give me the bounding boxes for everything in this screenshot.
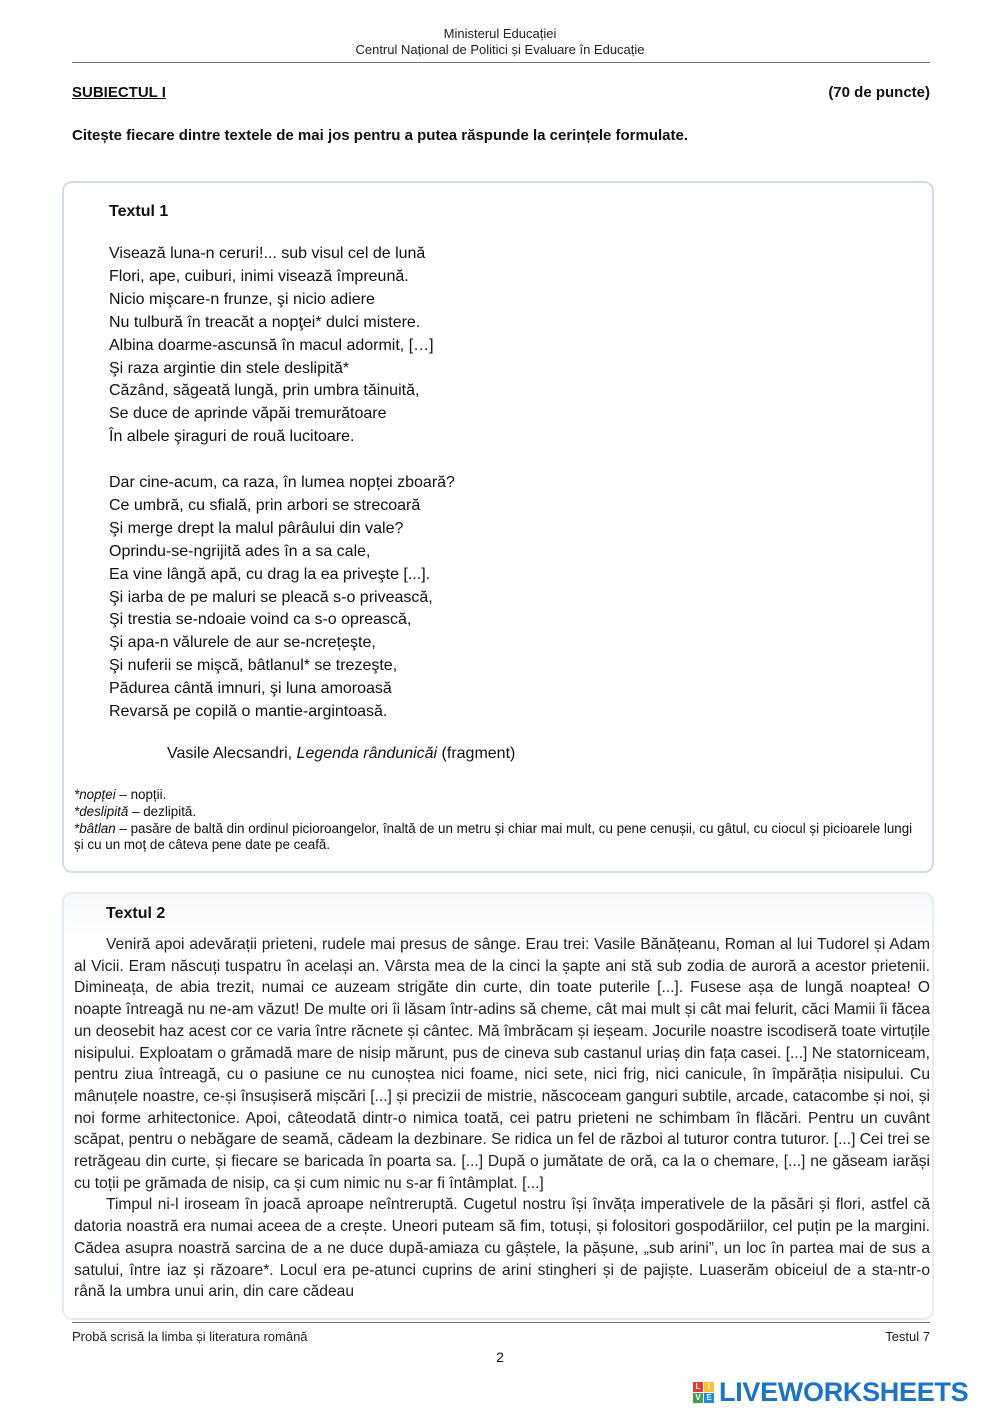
work-title: Legenda rândunicăi: [296, 745, 438, 762]
glossary-term: *nopței: [74, 787, 116, 802]
footer-test-number: Testul 7: [885, 1329, 930, 1344]
prose: [74, 934, 930, 1303]
footer-divider: [72, 1322, 930, 1323]
subject-title: SUBIECTUL I: [72, 84, 166, 101]
glossary-def: – pasăre de baltă din ordinul picioroangelor, înaltă de un metru și chiar mai mult, cu pene cenușii, cu gâtul, cu ciocul și picioarele lungi și cu un moț de câteva pene date pe ceafă.: [74, 820, 913, 853]
poem-line: Şi raza argintie din stele deslipită*: [109, 359, 350, 377]
poem-line: Dar cine-acum, ca raza, în lumea nopței zboară?: [109, 474, 455, 492]
text2-title: Textul 2: [106, 905, 166, 922]
poem-line: Şi trestia se-ndoaie voind ca s-o oprească,: [109, 611, 412, 629]
poem-line: Flori, ape, cuiburi, inimi visează împreună.: [109, 267, 409, 285]
poem: [109, 243, 455, 724]
glossary-item: [74, 787, 924, 804]
poem-line: Visează luna-n ceruri!... sub visul cel de lună: [109, 245, 426, 262]
stanza-gap: [109, 449, 455, 472]
text1-title: Textul 1: [109, 203, 169, 220]
poem-line: Şi apa-n vălurele de aur se-ncrețeşte,: [109, 634, 376, 652]
poem-line: Revarsă pe copilă o mantie-argintoasă.: [109, 703, 388, 721]
poem-line: În albele şiraguri de rouă lucitoare.: [109, 428, 355, 446]
brand-logo-letter: I: [704, 1382, 714, 1392]
header-divider: [72, 62, 930, 63]
brand-logo-letter: V: [693, 1393, 703, 1403]
poem-attribution: [167, 745, 515, 763]
poem-line: Albina doarme-ascunsă în macul adormit, […]: [109, 336, 434, 354]
prose-paragraph: Timpul ni-l iroseam în joacă aproape neîntreruptă. Cugetul nostru își învăța imperativele de la păsări și flori, astfel că datoria noastră era numai aceea de a crește. Uneori puteam să fim, totuși, și folositori gospodăriilor, cel puțin pe la margini. Cădea asupra noastră sarcina de a ne duce după-amiaza cu gâștele, la pășune, „sub arini”, un loc în partea mai de sus a satului, între iaz și răzoare*. Locul era pe-atunci cuprins de arini stingheri și de pajiște. Luaserăm obiceiul de a sta-ntr-o rână la umbra unui arin, din care cădeau: [74, 1196, 930, 1301]
glossary-def: – nopții.: [115, 787, 167, 802]
brand-logo-letter: L: [693, 1382, 703, 1392]
center-name: Centrul Național de Politici și Evaluare în Educație: [355, 42, 645, 57]
page-header: [0, 26, 1000, 58]
poem-line: Pădurea cântă imnuri, şi luna amoroasă: [109, 680, 392, 698]
liveworksheets-logo: [693, 1378, 968, 1406]
text1-box: [62, 181, 934, 873]
footer-exam-name: Probă scrisă la limba și literatura română: [72, 1329, 308, 1344]
glossary-item: [74, 804, 924, 821]
poem-line: Se duce de aprinde văpăi tremurătoare: [109, 405, 387, 423]
poem-line: Ce umbră, cu sfială, prin arbori se strecoară: [109, 496, 421, 514]
brand-text: LIVEWORKSHEETS: [719, 1376, 969, 1407]
text2-box: [62, 892, 934, 1320]
work-note: (fragment): [437, 745, 516, 762]
poem-line: Oprindu-se-ngrijită ades în a sa cale,: [109, 542, 371, 560]
glossary-term: *deslipită: [74, 803, 129, 819]
poem-line: Căzând, săgeată lungă, prin umbra tăinuită,: [109, 382, 420, 400]
glossary-def: – dezlipită.: [128, 803, 197, 819]
glossary: [74, 787, 924, 854]
poem-line: Şi iarba de pe maluri se pleacă s-o privească,: [109, 588, 433, 606]
page-number: 2: [496, 1349, 504, 1365]
poem-line: Şi nuferii se mişcă, bâtlanul* se trezeşte,: [109, 657, 398, 675]
poem-line: Ea vine lângă apă, cu drag la ea priveşte [...].: [109, 565, 431, 583]
glossary-term: *bâtlan: [74, 820, 116, 836]
subject-points: (70 de puncte): [828, 84, 930, 101]
poem-line: Nu tulbură în treacăt a nopţei* dulci mistere.: [109, 313, 421, 331]
brand-logo-icon: [693, 1382, 714, 1403]
poem-line: Nicio mişcare-n frunze, şi nicio adiere: [109, 290, 375, 308]
glossary-item: [74, 821, 924, 855]
instruction-text: Citește fiecare dintre textele de mai jos pentru a putea răspunde la cerințele formulate.: [72, 127, 689, 144]
brand-logo-letter: E: [704, 1393, 714, 1403]
prose-paragraph: Veniră apoi adevărații prieteni, rudele mai presus de sânge. Erau trei: Vasile Bănățeanu, Roman al lui Tudorel și Adam al Vicii. Eram născuți tuspatru în același an. Vârsta mea de la cinci la șapte ani stă sub zodia de auroră a acestor prietenii. Dimineața, de abia trezit, numai ce auzeam strigăte din curte, din toate puterile [...]. Fusese așa de lungă noaptea! O noapte întreagă nu ne-am văzut! De multe ori îi lăsam într-adins să cheme, cât mai mult și cât mai felurit, căci Mamii îi făcea un deosebit haz acest cor ce varia între răcnete și cântec. Mă îmbrăcam și ieșeam. Jocurile noastre iscodiseră toate virtuțile nisipului. Exploatam o grămadă mare de nisip mărunt, pus de cineva sub castanul uriaș din fața casei. [...] Ne statorniceam, pentru ziua întreagă, cu o pasiune ce nu cunoștea nici foame, nici sete, nici frig, nici canicule, în împărăția nisipului. Cu mânuțele noastre, ce-și însușiseră mișcări [...] și precizii de mistrie, născoceam ganguri subtile, arcade, catacombe și noi, și noi forme arhitectonice. Apoi, câteodată dintr-o nimica toată, cei patru prieteni ne schimbam în flăcări. Pentru un cuvânt scăpat, pentru o nebăgare de seamă, cădeam la dezbinare. Se ridica un fel de război al tuturor contra tuturor. [...] Cei trei se retrăgeau din curte, și fiecare se baricada în poarta sa. [...] După o jumătate de oră, ca la o chemare, [...] ne găseam iarăși cu toții pe grămada de nisip, ca și cum nimic nu s-ar fi întâmplat. [...]: [74, 936, 930, 1192]
author-name: Vasile Alecsandri,: [167, 745, 297, 762]
poem-line: Şi merge drept la malul pârâului din vale?: [109, 519, 404, 537]
subject-heading: [72, 84, 930, 101]
ministry-name: Ministerul Educației: [443, 26, 557, 41]
